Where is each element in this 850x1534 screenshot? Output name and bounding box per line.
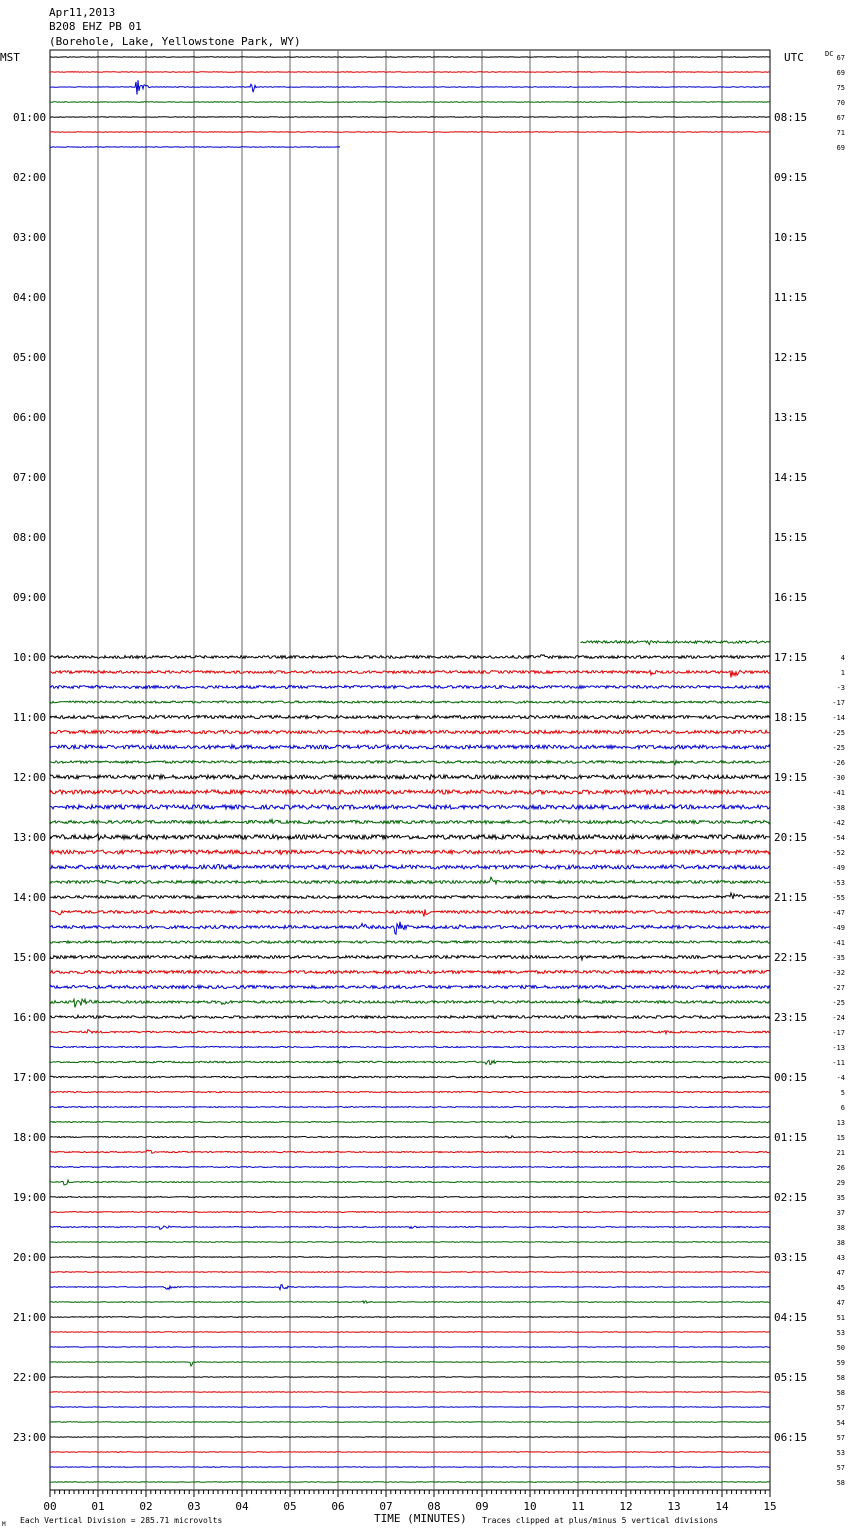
dc-offset-label: 59 <box>836 1359 845 1367</box>
trace-line <box>50 1347 770 1348</box>
trace-line <box>50 850 770 855</box>
utc-hour-label: 16:15 <box>774 591 808 604</box>
mst-hour-label: 11:00 <box>13 711 47 724</box>
dc-offset-label: 29 <box>836 1179 845 1187</box>
dc-label: DC <box>825 50 834 58</box>
dc-offset-label: 35 <box>836 1194 845 1202</box>
trace-line <box>50 72 770 73</box>
x-tick-label: 07 <box>379 1500 393 1513</box>
header-date: Apr11,2013 <box>49 6 116 19</box>
trace-line <box>50 1122 770 1123</box>
mst-hour-label: 09:00 <box>13 591 47 604</box>
trace-line <box>50 1362 770 1366</box>
dc-offset-label: 71 <box>836 129 845 137</box>
trace-line <box>50 775 770 781</box>
trace-line <box>50 819 770 823</box>
trace-line <box>50 834 770 840</box>
x-tick-label: 03 <box>187 1500 201 1513</box>
dc-offset-labels <box>832 54 845 1487</box>
trace-line <box>50 1030 770 1034</box>
trace-line <box>50 117 770 118</box>
trace-line <box>50 715 770 718</box>
dc-offset-label: 69 <box>836 69 845 77</box>
utc-hour-label: 02:15 <box>774 1191 808 1204</box>
trace-line <box>50 985 770 988</box>
utc-hour-label: 17:15 <box>774 651 808 664</box>
dc-offset-label: -3 <box>836 684 845 692</box>
mst-hour-label: 10:00 <box>13 651 47 664</box>
dc-offset-label: 57 <box>836 1404 845 1412</box>
utc-zone-label: UTC <box>784 51 804 64</box>
dc-offset-label: -11 <box>832 1059 845 1067</box>
x-tick-label: 14 <box>715 1500 729 1513</box>
dc-offset-label: -41 <box>832 789 845 797</box>
dc-offset-label: -25 <box>832 744 845 752</box>
seismic-traces <box>50 57 770 1483</box>
mst-hour-label: 12:00 <box>13 771 47 784</box>
x-tick-label: 13 <box>667 1500 681 1513</box>
dc-offset-label: 6 <box>840 1104 845 1112</box>
trace-line <box>50 730 770 733</box>
utc-hour-label: 23:15 <box>774 1011 808 1024</box>
trace-line <box>50 1392 770 1393</box>
dc-offset-label: 45 <box>836 1284 845 1292</box>
dc-offset-label: -42 <box>832 819 845 827</box>
dc-offset-label: 43 <box>836 1254 845 1262</box>
dc-offset-label: -25 <box>832 999 845 1007</box>
trace-line <box>50 1257 770 1258</box>
dc-offset-label: -17 <box>832 699 845 707</box>
trace-line <box>50 1317 770 1318</box>
dc-offset-label: 1 <box>840 669 845 677</box>
x-axis-title: TIME (MINUTES) <box>374 1512 467 1525</box>
trace-line <box>50 1107 770 1108</box>
utc-hour-label: 08:15 <box>774 111 808 124</box>
trace-line <box>50 941 770 943</box>
dc-offset-label: 15 <box>836 1134 845 1142</box>
dc-offset-label: 67 <box>836 54 845 62</box>
dc-offset-label: -38 <box>832 804 845 812</box>
dc-offset-label: -4 <box>836 1074 845 1082</box>
mst-hour-label: 20:00 <box>13 1251 47 1264</box>
dc-offset-label: 21 <box>836 1149 845 1157</box>
mst-hour-label: 18:00 <box>13 1131 47 1144</box>
mst-hour-label: 04:00 <box>13 291 47 304</box>
dc-offset-label: 4 <box>840 654 845 662</box>
trace-line <box>50 1015 770 1018</box>
dc-offset-label: -35 <box>832 954 845 962</box>
trace-line <box>50 865 770 870</box>
trace-line <box>50 909 770 916</box>
trace-line <box>50 1377 770 1378</box>
dc-offset-label: 57 <box>836 1434 845 1442</box>
dc-offset-label: 37 <box>836 1209 845 1217</box>
trace-line <box>50 1180 770 1185</box>
trace-line <box>50 1332 770 1333</box>
dc-offset-label: -13 <box>832 1044 845 1052</box>
mst-zone-label: MST <box>0 51 20 64</box>
mst-hour-label: 05:00 <box>13 351 47 364</box>
trace-line <box>50 1091 770 1093</box>
mst-hour-label: 08:00 <box>13 531 47 544</box>
dc-offset-label: -32 <box>832 969 845 977</box>
dc-offset-label: -26 <box>832 759 845 767</box>
trace-line <box>50 1467 770 1468</box>
trace-line <box>50 877 770 884</box>
dc-offset-label: -17 <box>832 1029 845 1037</box>
clip-note: Traces clipped at plus/minus 5 vertical divisions <box>482 1516 719 1525</box>
dc-offset-label: 67 <box>836 114 845 122</box>
utc-hour-label: 11:15 <box>774 291 808 304</box>
plot-frame <box>50 50 770 1490</box>
mst-hour-label: 06:00 <box>13 411 47 424</box>
trace-line <box>50 1482 770 1483</box>
x-axis <box>43 1490 776 1513</box>
trace-line <box>50 970 770 974</box>
trace-line <box>50 1136 770 1138</box>
dc-offset-label: 57 <box>836 1464 845 1472</box>
utc-hour-label: 14:15 <box>774 471 808 484</box>
dc-offset-label: -53 <box>832 879 845 887</box>
x-tick-label: 11 <box>571 1500 585 1513</box>
trace-line <box>50 147 340 148</box>
utc-hour-label: 19:15 <box>774 771 808 784</box>
trace-line <box>50 1285 770 1290</box>
utc-hour-label: 01:15 <box>774 1131 808 1144</box>
trace-line <box>50 1301 770 1303</box>
trace-line <box>50 1167 770 1168</box>
trace-line <box>50 956 770 960</box>
dc-offset-label: -25 <box>832 729 845 737</box>
dc-offset-label: -14 <box>832 714 845 722</box>
dc-offset-label: -41 <box>832 939 845 947</box>
mst-hour-label: 17:00 <box>13 1071 47 1084</box>
x-tick-label: 01 <box>91 1500 105 1513</box>
trace-line <box>50 1076 770 1078</box>
trace-line <box>50 1242 770 1243</box>
mst-hour-label: 16:00 <box>13 1011 47 1024</box>
dc-offset-label: 13 <box>836 1119 845 1127</box>
division-note: Each Vertical Division = 285.71 microvolts <box>20 1516 223 1525</box>
trace-line <box>50 1150 770 1153</box>
dc-offset-label: -27 <box>832 984 845 992</box>
trace-line <box>50 745 770 749</box>
utc-hour-label: 13:15 <box>774 411 808 424</box>
utc-hour-label: 00:15 <box>774 1071 808 1084</box>
dc-offset-label: -54 <box>832 834 845 842</box>
dc-offset-label: 70 <box>836 99 845 107</box>
dc-offset-label: 51 <box>836 1314 845 1322</box>
utc-hour-label: 06:15 <box>774 1431 808 1444</box>
trace-line <box>50 102 770 103</box>
trace-line <box>50 1197 770 1198</box>
dc-offset-label: -49 <box>832 924 845 932</box>
dc-offset-label: -30 <box>832 774 845 782</box>
mst-hour-label: 02:00 <box>13 171 47 184</box>
trace-line <box>50 1060 770 1064</box>
trace-line <box>50 893 770 899</box>
mst-hour-label: 23:00 <box>13 1431 47 1444</box>
trace-line <box>50 1212 770 1213</box>
trace-line <box>50 132 770 133</box>
trace-line <box>50 761 770 765</box>
trace-line <box>50 1422 770 1423</box>
dc-offset-label: 5 <box>840 1089 845 1097</box>
dc-offset-label: 58 <box>836 1479 845 1487</box>
utc-hour-label: 05:15 <box>774 1371 808 1384</box>
utc-hour-label: 09:15 <box>774 171 808 184</box>
trace-line <box>50 1226 770 1229</box>
utc-hour-label: 22:15 <box>774 951 808 964</box>
trace-line <box>50 1407 770 1408</box>
trace-line <box>50 57 770 58</box>
dc-offset-label: 26 <box>836 1164 845 1172</box>
x-tick-label: 00 <box>43 1500 57 1513</box>
utc-hour-label: 03:15 <box>774 1251 808 1264</box>
mst-hour-label: 03:00 <box>13 231 47 244</box>
mst-hour-label: 07:00 <box>13 471 47 484</box>
dc-offset-label: 69 <box>836 144 845 152</box>
mst-hour-label: 14:00 <box>13 891 47 904</box>
mst-hour-label: 13:00 <box>13 831 47 844</box>
dc-offset-label: -24 <box>832 1014 845 1022</box>
trace-line <box>50 670 770 677</box>
dc-offset-label: 47 <box>836 1299 845 1307</box>
dc-offset-label: -52 <box>832 849 845 857</box>
trace-line <box>50 1452 770 1453</box>
utc-hour-label: 12:15 <box>774 351 808 364</box>
trace-line <box>50 1437 770 1438</box>
x-tick-label: 12 <box>619 1500 633 1513</box>
x-tick-label: 08 <box>427 1500 441 1513</box>
x-tick-label: 15 <box>763 1500 777 1513</box>
dc-offset-label: 58 <box>836 1374 845 1382</box>
utc-hour-label: 10:15 <box>774 231 808 244</box>
dc-offset-label: 50 <box>836 1344 845 1352</box>
footer-mark: M <box>2 1521 6 1528</box>
mst-hour-label: 01:00 <box>13 111 47 124</box>
x-tick-label: 05 <box>283 1500 297 1513</box>
trace-line <box>50 1272 770 1273</box>
x-tick-label: 06 <box>331 1500 345 1513</box>
dc-offset-label: -47 <box>832 909 845 917</box>
dc-offset-label: -55 <box>832 894 845 902</box>
header-station: B208 EHZ PB 01 <box>49 20 142 33</box>
utc-hour-label: 20:15 <box>774 831 808 844</box>
mst-hour-label: 15:00 <box>13 951 47 964</box>
dc-offset-label: 53 <box>836 1449 845 1457</box>
trace-line <box>50 701 770 703</box>
trace-line <box>50 80 770 94</box>
time-grid <box>50 50 770 1490</box>
trace-line <box>50 805 770 810</box>
trace-line <box>50 686 770 689</box>
utc-hour-label: 15:15 <box>774 531 808 544</box>
mst-hour-label: 22:00 <box>13 1371 47 1384</box>
x-tick-label: 09 <box>475 1500 489 1513</box>
mst-hour-label: 21:00 <box>13 1311 47 1324</box>
utc-hour-label: 18:15 <box>774 711 808 724</box>
trace-line <box>50 999 770 1007</box>
x-tick-label: 02 <box>139 1500 153 1513</box>
x-tick-label: 10 <box>523 1500 537 1513</box>
trace-line <box>50 922 770 935</box>
trace-line <box>50 790 770 794</box>
trace-line <box>580 641 769 645</box>
mst-hour-label: 19:00 <box>13 1191 47 1204</box>
trace-line <box>50 1046 770 1047</box>
dc-offset-label: 58 <box>836 1389 845 1397</box>
dc-offset-label: 38 <box>836 1239 845 1247</box>
dc-offset-label: 53 <box>836 1329 845 1337</box>
dc-offset-label: 38 <box>836 1224 845 1232</box>
x-tick-label: 04 <box>235 1500 249 1513</box>
dc-offset-label: 75 <box>836 84 845 92</box>
utc-hour-label: 04:15 <box>774 1311 808 1324</box>
dc-offset-label: 54 <box>836 1419 845 1427</box>
dc-offset-label: 47 <box>836 1269 845 1277</box>
header-location: (Borehole, Lake, Yellowstone Park, WY) <box>49 35 301 48</box>
trace-line <box>50 655 770 659</box>
utc-hour-label: 21:15 <box>774 891 808 904</box>
dc-offset-label: -49 <box>832 864 845 872</box>
